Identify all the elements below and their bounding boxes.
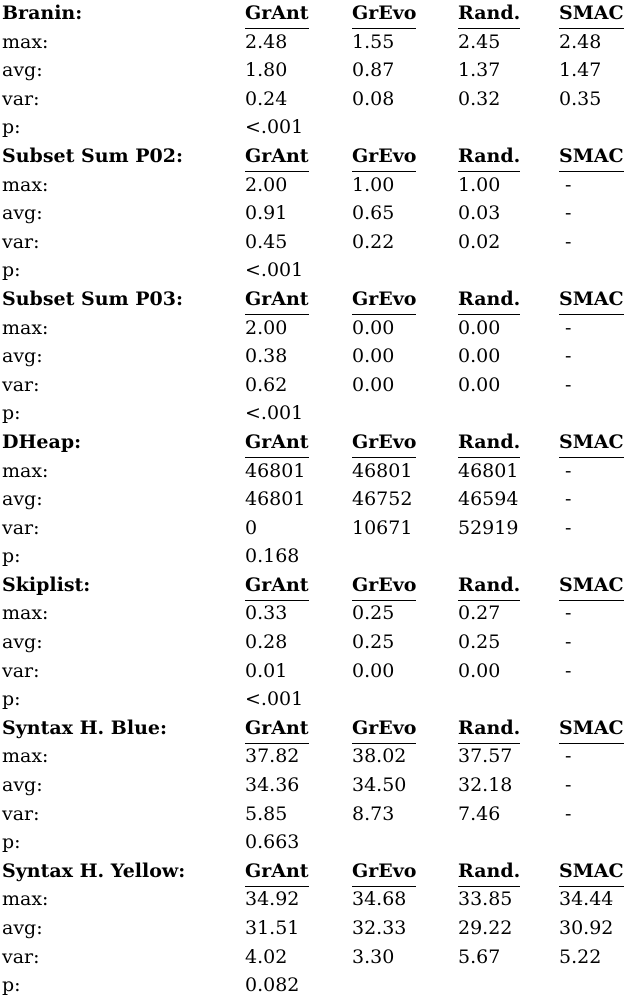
row-label: avg: <box>2 345 43 368</box>
table-cell: - <box>565 516 572 539</box>
table-cell: 0.35 <box>559 87 602 110</box>
row-label: p: <box>2 116 21 139</box>
table-cell: - <box>565 659 572 682</box>
column-header: SMAC <box>559 286 624 313</box>
section-title: Skiplist: <box>2 573 91 596</box>
row-label: avg: <box>2 488 43 511</box>
table-row <box>0 915 640 944</box>
column-header: Rand. <box>458 429 520 456</box>
table-cell: 29.22 <box>458 917 513 939</box>
table-cell: 0 <box>245 516 258 539</box>
row-label: max: <box>2 173 49 196</box>
row-label: avg: <box>2 59 43 82</box>
table-row <box>0 172 640 201</box>
table-cell: 5.22 <box>559 945 602 968</box>
table-cell: - <box>565 230 572 253</box>
table-row <box>0 801 640 830</box>
section-title: Subset Sum P02: <box>2 144 183 167</box>
table-cell: - <box>565 488 572 511</box>
table-cell: 0.00 <box>458 345 501 368</box>
table-cell: 34.92 <box>245 888 300 911</box>
row-label: p: <box>2 974 21 997</box>
table-cell: 0.663 <box>245 831 300 854</box>
table-cell: 2.45 <box>458 30 501 53</box>
table-cell: 10671 <box>352 516 413 539</box>
table-row <box>0 200 640 229</box>
section-title: Subset Sum P03: <box>2 287 183 310</box>
table-cell: - <box>565 745 572 768</box>
row-label: max: <box>2 888 49 911</box>
table-cell: 7.46 <box>458 802 501 825</box>
table-cell: 0.91 <box>245 202 288 225</box>
column-header: SMAC <box>559 572 624 599</box>
row-label: p: <box>2 402 21 425</box>
table-cell: 0.00 <box>352 316 395 339</box>
section-header-row <box>0 715 640 744</box>
table-row <box>0 886 640 915</box>
table-cell: 0.02 <box>458 230 501 253</box>
table-cell: 1.80 <box>245 59 288 82</box>
row-label: max: <box>2 602 49 625</box>
column-header: GrAnt <box>245 0 309 27</box>
row-label: p: <box>2 688 21 711</box>
table-cell: 0.082 <box>245 974 300 997</box>
table-cell: 1.00 <box>352 173 395 196</box>
row-label: max: <box>2 30 49 53</box>
table-cell: 0.62 <box>245 373 288 396</box>
section-header-row <box>0 286 640 315</box>
table-row <box>0 829 640 858</box>
column-header: GrEvo <box>352 143 416 170</box>
column-header: Rand. <box>458 143 520 170</box>
table-cell: 34.36 <box>245 774 300 797</box>
table-cell: - <box>565 802 572 825</box>
table-row <box>0 686 640 715</box>
row-label: avg: <box>2 202 43 225</box>
table-cell: 8.73 <box>352 802 395 825</box>
column-header: GrAnt <box>245 715 309 742</box>
table-cell: 0.28 <box>245 631 288 654</box>
table-cell: 0.33 <box>245 602 288 625</box>
table-cell: 0.24 <box>245 87 288 110</box>
column-header: Rand. <box>458 572 520 599</box>
table-cell: 0.08 <box>352 87 395 110</box>
table-cell: 0.25 <box>458 631 501 654</box>
table-row <box>0 29 640 58</box>
table-row <box>0 600 640 629</box>
table-cell: 52919 <box>458 516 519 539</box>
table-row <box>0 86 640 115</box>
table-cell: - <box>565 373 572 396</box>
section-title: Syntax H. Yellow: <box>2 859 186 882</box>
table-cell: 0.38 <box>245 345 288 368</box>
table-cell: 1.37 <box>458 59 501 82</box>
column-header: GrAnt <box>245 286 309 313</box>
table-row <box>0 944 640 973</box>
table-cell: 0.25 <box>352 602 395 625</box>
table-cell: 37.82 <box>245 745 300 768</box>
table-cell: 46752 <box>352 488 413 511</box>
table-cell: 33.85 <box>458 888 513 911</box>
row-label: var: <box>2 87 40 110</box>
table-cell: 0.27 <box>458 602 501 625</box>
table-row <box>0 658 640 687</box>
table-cell: - <box>565 173 572 196</box>
table-cell: 34.68 <box>352 888 407 911</box>
table-cell: 46594 <box>458 488 519 511</box>
column-header: GrAnt <box>245 858 309 885</box>
column-header: GrAnt <box>245 429 309 456</box>
table-cell: 0.32 <box>458 87 501 110</box>
table-cell: 0.00 <box>458 373 501 396</box>
row-label: avg: <box>2 774 43 797</box>
section-header-row <box>0 858 640 887</box>
table-cell: 5.67 <box>458 945 501 968</box>
table-cell: 3.30 <box>352 945 395 968</box>
row-label: p: <box>2 545 21 568</box>
column-header: SMAC <box>559 429 624 456</box>
table-row <box>0 372 640 401</box>
column-header: SMAC <box>559 858 624 885</box>
section-title: DHeap: <box>2 430 82 453</box>
table-cell: 0.00 <box>352 659 395 682</box>
row-label: avg: <box>2 917 43 939</box>
column-header: GrEvo <box>352 429 416 456</box>
table-cell: 2.48 <box>559 30 602 53</box>
column-header: GrEvo <box>352 858 416 885</box>
section-title: Syntax H. Blue: <box>2 716 167 739</box>
table-cell: 2.00 <box>245 173 288 196</box>
table-cell: 0.87 <box>352 59 395 82</box>
table-cell: 2.48 <box>245 30 288 53</box>
table-cell: 0.65 <box>352 202 395 225</box>
table-row <box>0 229 640 258</box>
table-cell: 0.22 <box>352 230 395 253</box>
table-row <box>0 57 640 86</box>
section-header-row <box>0 143 640 172</box>
column-header: Rand. <box>458 715 520 742</box>
table-row <box>0 114 640 143</box>
table-row <box>0 772 640 801</box>
row-label: p: <box>2 831 21 854</box>
row-label: var: <box>2 516 40 539</box>
row-label: var: <box>2 945 40 968</box>
table-cell: 30.92 <box>559 917 614 939</box>
table-cell: 4.02 <box>245 945 288 968</box>
table-cell: 46801 <box>352 459 413 482</box>
table-cell: 46801 <box>245 488 306 511</box>
row-label: max: <box>2 745 49 768</box>
table-row <box>0 515 640 544</box>
section-header-row <box>0 0 640 29</box>
table-cell: 5.85 <box>245 802 288 825</box>
table-row <box>0 486 640 515</box>
column-header: GrEvo <box>352 286 416 313</box>
row-label: p: <box>2 259 21 282</box>
row-label: var: <box>2 802 40 825</box>
table-row <box>0 315 640 344</box>
table-cell: <.001 <box>245 402 304 425</box>
table-cell: 1.55 <box>352 30 395 53</box>
table-cell: 2.00 <box>245 316 288 339</box>
table-cell: 34.44 <box>559 888 614 911</box>
row-label: max: <box>2 316 49 339</box>
table-cell: - <box>565 631 572 654</box>
table-cell: 46801 <box>245 459 306 482</box>
section-title: Branin: <box>2 2 83 24</box>
row-label: max: <box>2 459 49 482</box>
row-label: var: <box>2 373 40 396</box>
table-cell: 0.03 <box>458 202 501 225</box>
column-header: Rand. <box>458 286 520 313</box>
table-cell: - <box>565 345 572 368</box>
column-header: GrEvo <box>352 715 416 742</box>
table-row <box>0 400 640 429</box>
column-header: Rand. <box>458 858 520 885</box>
column-header: GrAnt <box>245 143 309 170</box>
table-cell: 32.18 <box>458 774 513 797</box>
table-row <box>0 543 640 572</box>
table-cell: 0.25 <box>352 631 395 654</box>
table-cell: - <box>565 774 572 797</box>
table-cell: <.001 <box>245 116 304 139</box>
section-header-row <box>0 429 640 458</box>
table-cell: 0.45 <box>245 230 288 253</box>
table-cell: 0.00 <box>352 345 395 368</box>
column-header: GrAnt <box>245 572 309 599</box>
column-header: SMAC <box>559 715 624 742</box>
section-header-row <box>0 572 640 601</box>
table-row <box>0 629 640 658</box>
table-cell: 0.00 <box>352 373 395 396</box>
column-header: GrEvo <box>352 0 416 27</box>
column-header: SMAC <box>559 143 624 170</box>
row-label: avg: <box>2 631 43 654</box>
table-cell: - <box>565 459 572 482</box>
column-header: SMAC <box>559 0 624 27</box>
column-header: GrEvo <box>352 572 416 599</box>
table-cell: <.001 <box>245 259 304 282</box>
table-cell: 0.01 <box>245 659 288 682</box>
table-row <box>0 972 640 1001</box>
table-cell: 46801 <box>458 459 519 482</box>
row-label: var: <box>2 230 40 253</box>
table-cell: <.001 <box>245 688 304 711</box>
table-row <box>0 257 640 286</box>
table-cell: 37.57 <box>458 745 513 768</box>
table-row <box>0 458 640 487</box>
table-cell: 1.47 <box>559 59 602 82</box>
table-cell: 0.00 <box>458 316 501 339</box>
row-label: var: <box>2 659 40 682</box>
table-cell: 1.00 <box>458 173 501 196</box>
column-header: Rand. <box>458 0 520 27</box>
table-cell: 34.50 <box>352 774 407 797</box>
table-cell: - <box>565 202 572 225</box>
table-cell: 32.33 <box>352 917 407 939</box>
table-cell: 31.51 <box>245 917 300 939</box>
table-cell: - <box>565 602 572 625</box>
table-row <box>0 343 640 372</box>
table-cell: 0.168 <box>245 545 300 568</box>
table-cell: - <box>565 316 572 339</box>
table-row <box>0 743 640 772</box>
table-cell: 38.02 <box>352 745 407 768</box>
table-cell: 0.00 <box>458 659 501 682</box>
